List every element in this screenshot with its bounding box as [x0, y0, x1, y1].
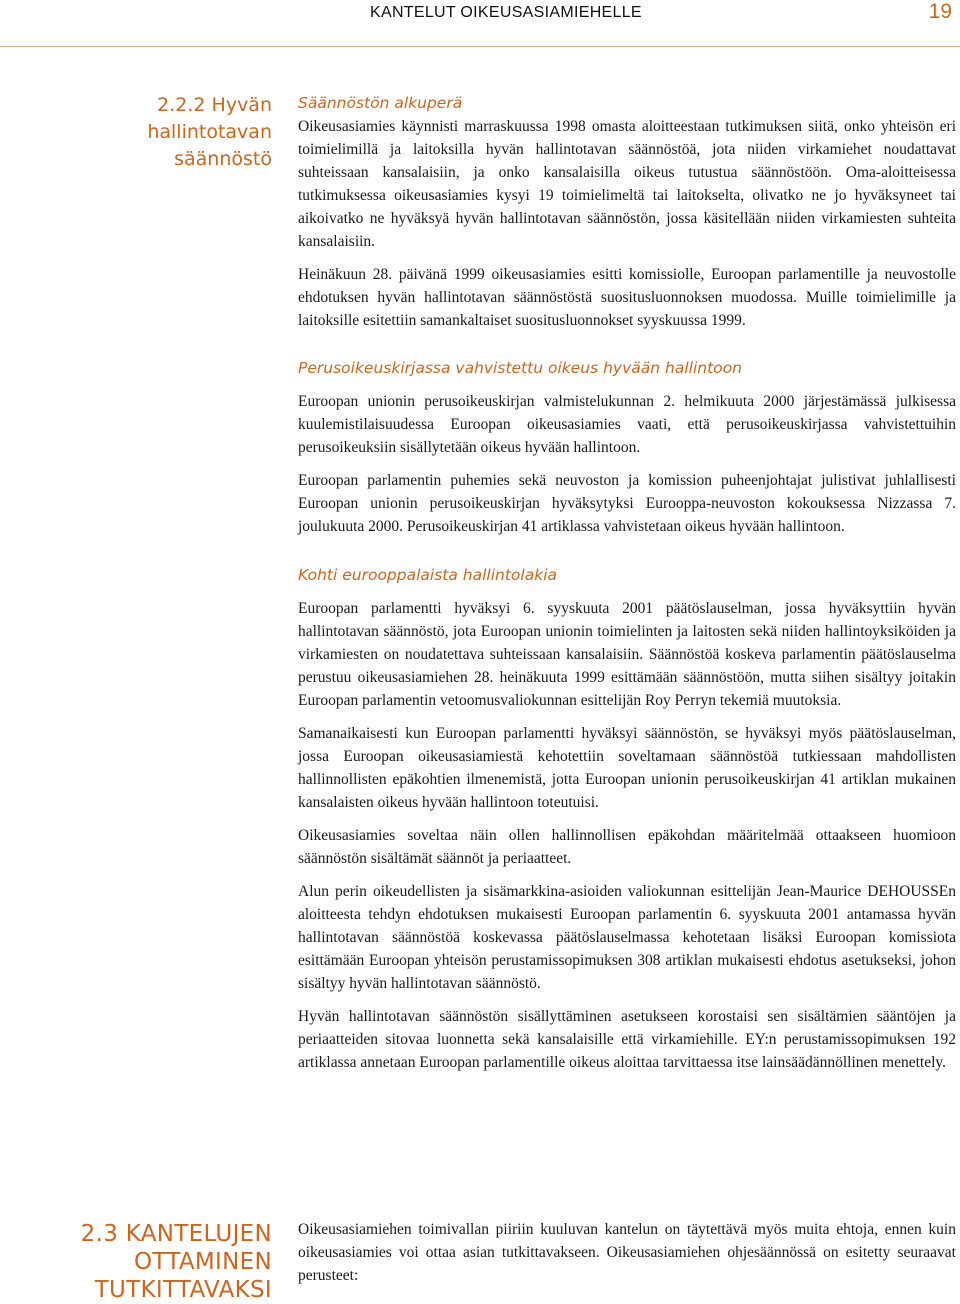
section-heading-2-3 — [81, 1220, 272, 1304]
section-heading-2-2-2 — [147, 92, 272, 173]
section-number: 2.3 — [80, 1221, 119, 1247]
section-title-line: säännöstö — [174, 148, 272, 170]
main-text-column — [298, 92, 956, 1074]
section-number: 2.2.2 — [157, 94, 206, 116]
section-2-3-text — [298, 1218, 956, 1287]
running-header-title: KANTELUT OIKEUSASIAMIEHELLE — [370, 4, 642, 21]
paragraph: Euroopan unionin perusoikeuskirjan valmistelukunnan 2. helmikuuta 2000 järjestämässä julkisessa kuulemistilaisuudessa Euroopan oikeusasiamies vaati, että perusoikeuskirjassa vahvistettuihin perusoikeuksiin sisällytetään oikeus hyvään hallintoon. — [298, 393, 956, 456]
paragraph: Hyvän hallintotavan säännöstön sisällyttäminen asetukseen korostaisi sen sisältämien sääntöjen ja periaatteiden sitovaa luonnetta sekä kansalaisille että virkamiehille. EY:n perustamissopimuksen 192 artiklassa annetaan Euroopan parlamentille oikeus aloittaa tarvittaessa itse lainsäädännöllinen menettely. — [298, 1008, 956, 1071]
page-number: 19 — [928, 0, 952, 23]
paragraph: Alun perin oikeudellisten ja sisämarkkina-asioiden valiokunnan esittelijän Jean-Maurice DEHOUSSEn aloitteesta tehdyn ehdotuksen mukaisesti Euroopan parlamentin 6. syyskuuta 2001 antamassa hyvän hallintotavan säännöstöä koskevassa päätöslauselmassa kehotetaan lisäksi Euroopan komissiota esittämään Euroopan yhteisön perustamissopimuksen 308 artiklan mukaisesti ehdotus asetukseksi, johon sisältyy hyvän hallintotavan säännöstö. — [298, 883, 956, 992]
subheading-origin: Säännöstön alkuperä — [298, 94, 463, 112]
page-header — [0, 0, 960, 47]
paragraph: Oikeusasiamies soveltaa näin ollen hallinnollisen epäkohdan määritelmää ottaakseen huomioon säännöstön sisältämät säännöt ja periaatteet. — [298, 827, 956, 867]
section-title-line: KANTELUJEN — [125, 1221, 272, 1247]
paragraph: Euroopan parlamentti hyväksyi 6. syyskuuta 2001 päätöslauselman, jossa hyväksyttiin hyvän hallintotavan säännöstö, jota Euroopan unionin toimielinten ja laitosten sekä niiden hallintoyksiköiden ja virkamiesten on noudatettava suhteissaan kansalaisiin. Säännöstöä koskeva parlamentin päätöslauselma perustuu oikeusasiamiehen 28. heinäkuuta 1999 esittämään säännöstöön, mutta siihen sisältyy joitakin Euroopan parlamentin vetoomusvaliokunnan esittelijän Roy Perryn tekemiä muutoksia. — [298, 600, 956, 709]
paragraph: Euroopan parlamentin puhemies sekä neuvoston ja komission puheenjohtajat julistivat juhlallisesti Euroopan unionin perusoikeuskirjan hyväksytyksi Eurooppa-neuvoston kokouksessa Nizzassa 7. joulukuuta 2000. Perusoikeuskirjan 41 artiklassa vahvistetaan oikeus hyvään hallintoon. — [298, 472, 956, 535]
section-title-line: Hyvän — [211, 94, 272, 116]
section-title-line: hallintotavan — [147, 121, 272, 143]
paragraph: Oikeusasiamiehen toimivallan piiriin kuuluvan kantelun on täytettävä myös muita ehtoja, ennen kuin oikeusasiamies voi ottaa asian tutkittavakseen. Oikeusasiamiehen ohjesäännössä on esitetty seuraavat perusteet: — [298, 1221, 956, 1284]
subheading-charter: Perusoikeuskirjassa vahvistettu oikeus hyvään hallintoon — [298, 359, 742, 377]
section-title-line: TUTKITTAVAKSI — [94, 1277, 272, 1303]
paragraph: Heinäkuun 28. päivänä 1999 oikeusasiamies esitti komissiolle, Euroopan parlamentille ja neuvostolle ehdotuksen hyvän hallintotavan säännöstöstä suositusluonnoksen muodossa. Muille toimielimille ja laitoksille esitettiin samankaltaiset suositusluonnokset syyskuussa 1999. — [298, 266, 956, 329]
subheading-administrative-law: Kohti eurooppalaista hallintolakia — [298, 566, 558, 584]
paragraph: Oikeusasiamies käynnisti marraskuussa 1998 omasta aloitteestaan tutkimuksen siitä, onko yhteisön eri toimielimillä ja laitoksilla hyvän hallintotavan säännöstöä, jota niiden virkamiehet noudattavat suhteissaan kansalaisiin, ja onko kansalaisilla oikeus tutustua säännöstöön. Oma-aloitteisessa tutkimuksessa oikeusasiamies kysyi 19 toimielimeltä tai laitokselta, olivatko ne jo hyväksyneet tai aikoivatko ne hyväksyä hyvän hallintotavan säännöstön, jossa käsitellään niiden virkamiesten suhteita kansalaisiin. — [298, 118, 956, 250]
paragraph: Samanaikaisesti kun Euroopan parlamentti hyväksyi säännöstön, se hyväksyi myös päätöslauselman, jossa Euroopan oikeusasiamiestä kehotettiin soveltamaan säännöstöä tutkiessaan mahdollisten hallinnollisten epäkohtien ilmenemistä, jotta Euroopan unionin perusoikeuskirjan 41 artiklan mukainen kansalaisten oikeus hyvään hallintoon toteutuisi. — [298, 725, 956, 811]
section-title-line: OTTAMINEN — [133, 1249, 272, 1275]
